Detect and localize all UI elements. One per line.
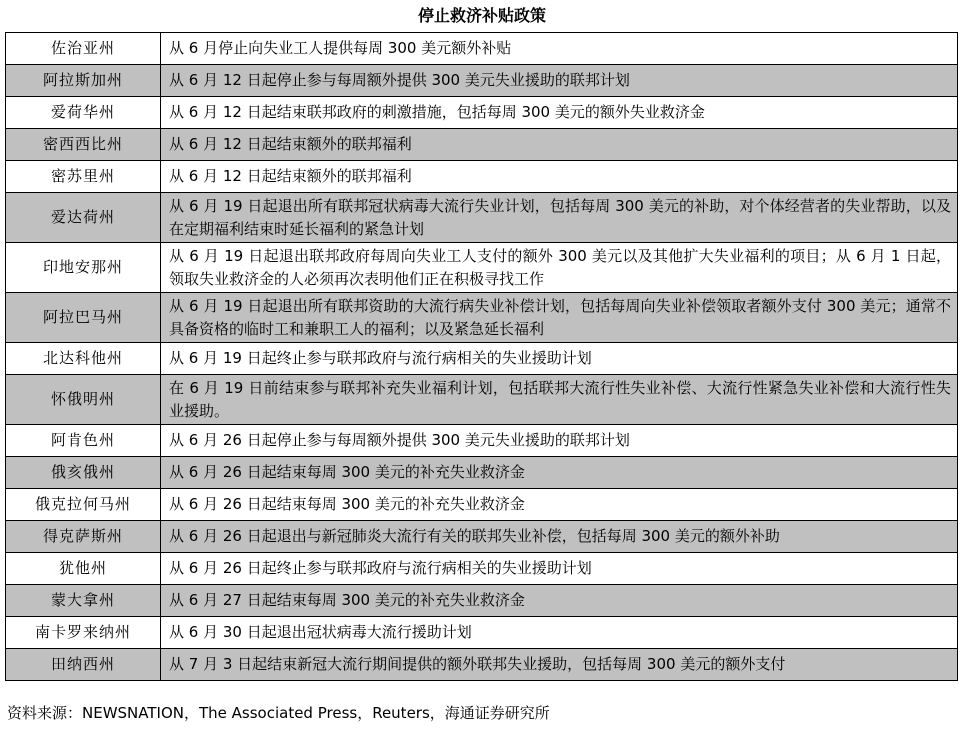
- state-cell: 俄亥俄州: [6, 457, 161, 489]
- table-row: [6, 343, 958, 375]
- state-cell: 阿肯色州: [6, 425, 161, 457]
- state-cell: 俄克拉何马州: [6, 489, 161, 521]
- policy-cell: 从 7 月 3 日起结束新冠大流行期间提供的额外联邦失业援助，包括每周 300 美元的额外支付: [161, 649, 958, 681]
- table-row: [6, 553, 958, 585]
- state-cell: 怀俄明州: [6, 375, 161, 425]
- policy-cell: 从 6 月 12 日起结束联邦政府的刺激措施，包括每周 300 美元的额外失业救济金: [161, 97, 958, 129]
- state-cell: 密苏里州: [6, 161, 161, 193]
- table-row: [6, 585, 958, 617]
- policy-cell: 从 6 月 27 日起结束每周 300 美元的补充失业救济金: [161, 585, 958, 617]
- state-cell: 爱荷华州: [6, 97, 161, 129]
- page-title: 停止救济补贴政策: [417, 6, 546, 25]
- state-cell: 得克萨斯州: [6, 521, 161, 553]
- table-row: [6, 243, 958, 293]
- state-cell: 南卡罗来纳州: [6, 617, 161, 649]
- table-row: [6, 97, 958, 129]
- state-cell: 北达科他州: [6, 343, 161, 375]
- state-cell: 田纳西州: [6, 649, 161, 681]
- table-row: [6, 521, 958, 553]
- policy-cell: 从 6 月 26 日起终止参与联邦政府与流行病相关的失业援助计划: [161, 553, 958, 585]
- table-row: [6, 375, 958, 425]
- table-row: [6, 293, 958, 343]
- table-row: [6, 33, 958, 65]
- policy-cell: 从 6 月 26 日起停止参与每周额外提供 300 美元失业援助的联邦计划: [161, 425, 958, 457]
- state-cell: 佐治亚州: [6, 33, 161, 65]
- table-row: [6, 129, 958, 161]
- table-row: [6, 489, 958, 521]
- policy-cell: 从 6 月 12 日起结束额外的联邦福利: [161, 129, 958, 161]
- state-cell: 犹他州: [6, 553, 161, 585]
- policy-cell: 从 6 月 19 日起退出联邦政府每周向失业工人支付的额外 300 美元以及其他扩大失业福利的项目；从 6 月 1 日起，领取失业救济金的人必须再次表明他们正在积极寻找工作: [161, 243, 958, 293]
- table-row: [6, 649, 958, 681]
- table-row: [6, 617, 958, 649]
- policy-cell: 从 6 月停止向失业工人提供每周 300 美元额外补贴: [161, 33, 958, 65]
- policy-cell: 从 6 月 26 日起结束每周 300 美元的补充失业救济金: [161, 457, 958, 489]
- state-cell: 蒙大拿州: [6, 585, 161, 617]
- policy-cell: 从 6 月 30 日起退出冠状病毒大流行援助计划: [161, 617, 958, 649]
- table-row: [6, 457, 958, 489]
- policy-cell: 从 6 月 19 日起退出所有联邦冠状病毒大流行失业计划，包括每周 300 美元的补助，对个体经营者的失业帮助，以及在定期福利结束时延长福利的紧急计划: [161, 193, 958, 243]
- state-cell: 阿拉巴马州: [6, 293, 161, 343]
- policy-cell: 从 6 月 19 日起退出所有联邦资助的大流行病失业补偿计划，包括每周向失业补偿领取者额外支付 300 美元；通常不具备资格的临时工和兼职工人的福利；以及紧急延长福利: [161, 293, 958, 343]
- policy-cell: 从 6 月 26 日起退出与新冠肺炎大流行有关的联邦失业补偿，包括每周 300 美元的额外补助: [161, 521, 958, 553]
- policy-table: [5, 32, 958, 681]
- source-note: 资料来源：NEWSNATION，The Associated Press，Reuters，海通证券研究所: [7, 704, 550, 722]
- policy-cell: 从 6 月 12 日起结束额外的联邦福利: [161, 161, 958, 193]
- state-cell: 爱达荷州: [6, 193, 161, 243]
- table-row: [6, 65, 958, 97]
- table-row: [6, 161, 958, 193]
- policy-cell: 从 6 月 12 日起停止参与每周额外提供 300 美元失业援助的联邦计划: [161, 65, 958, 97]
- table-row: [6, 425, 958, 457]
- policy-cell: 在 6 月 19 日前结束参与联邦补充失业福利计划，包括联邦大流行性失业补偿、大流行性紧急失业补偿和大流行性失业援助。: [161, 375, 958, 425]
- policy-cell: 从 6 月 19 日起终止参与联邦政府与流行病相关的失业援助计划: [161, 343, 958, 375]
- state-cell: 密西西比州: [6, 129, 161, 161]
- state-cell: 阿拉斯加州: [6, 65, 161, 97]
- table-row: [6, 193, 958, 243]
- state-cell: 印地安那州: [6, 243, 161, 293]
- policy-cell: 从 6 月 26 日起结束每周 300 美元的补充失业救济金: [161, 489, 958, 521]
